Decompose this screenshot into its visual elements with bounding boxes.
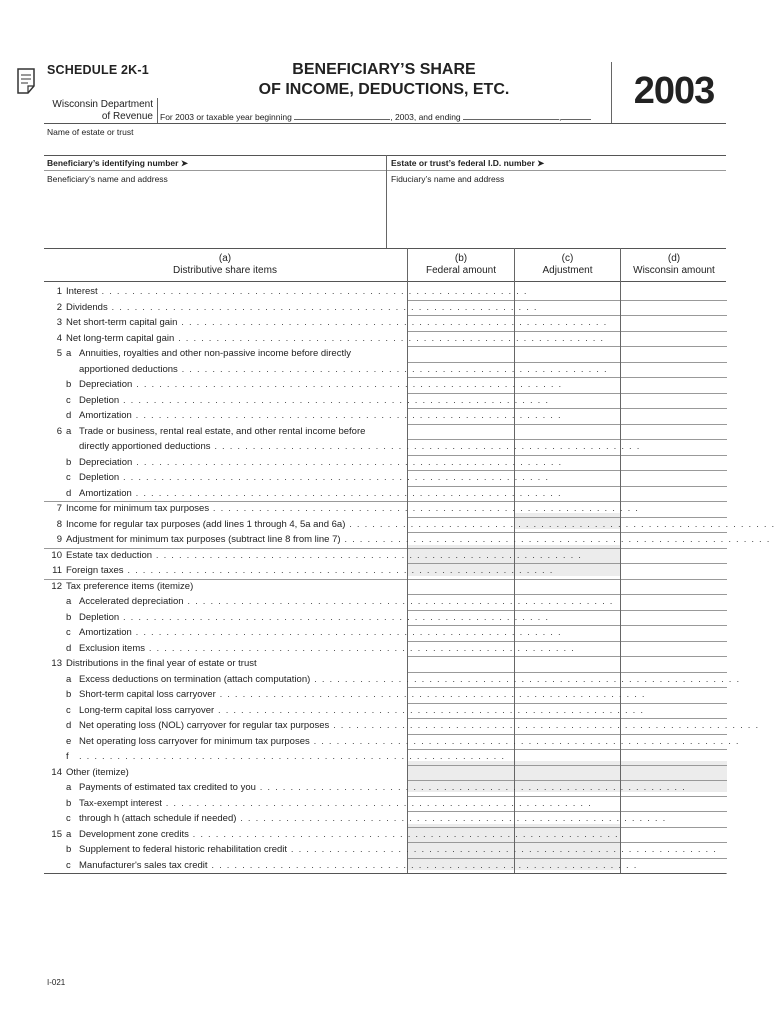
line-label: Depletion bbox=[79, 611, 120, 623]
line-number: 7 bbox=[56, 503, 62, 514]
dot-leader: . . . . . . . . . . . . . . . . . . . . . . . . . . . . . . . . . . . . . . . . . . . . . . . . . . . . . . . . bbox=[183, 596, 614, 607]
wisconsin-amount-field[interactable] bbox=[622, 580, 726, 594]
form-title-line1: BENEFICIARY’S SHARE bbox=[292, 61, 476, 78]
dot-leader: . . . . . . . . . . . . . . . . . . . . . . . . . . . . . . . . . . . . . . . . . . . . . . . . . . . . . . . . bbox=[132, 379, 563, 390]
line-sub-letter: d bbox=[66, 487, 72, 499]
line-item bbox=[44, 625, 562, 641]
line-sub-letter: b bbox=[66, 689, 72, 700]
line-number: 4 bbox=[56, 332, 62, 344]
wisconsin-amount-field[interactable] bbox=[622, 301, 726, 315]
dot-leader: . . . . . . . . . . . . . . . . . . . . . . . . . . . . . . . . . . . . . . . . . . . . . . . . . . . . . . . . bbox=[310, 673, 741, 685]
begin-date-field[interactable] bbox=[294, 111, 390, 120]
wisconsin-amount-field[interactable] bbox=[622, 596, 726, 610]
federal-amount-field[interactable] bbox=[409, 580, 513, 594]
line-label: Net operating loss (NOL) carryover for regular tax purposes bbox=[79, 720, 330, 731]
line-label: Distributions in the final year of estate or trust bbox=[66, 658, 257, 669]
column-a-header bbox=[44, 253, 406, 277]
wisconsin-amount-field[interactable] bbox=[622, 751, 726, 765]
adjustment-amount-field[interactable] bbox=[516, 766, 619, 780]
wisconsin-amount-field[interactable] bbox=[622, 549, 726, 563]
line-label: Adjustment for minimum tax purposes (subtract line 8 from line 7) bbox=[66, 534, 341, 545]
tax-year-suffix: , bbox=[559, 112, 562, 122]
line-item bbox=[44, 858, 638, 874]
dot-leader: . . . . . . . . . . . . . . . . . . . . . . . . . . . . . . . . . . . . . . . . . . . . . . . . . . . . . . . . bbox=[107, 301, 538, 313]
line-item bbox=[44, 455, 563, 471]
line-item bbox=[44, 362, 608, 378]
line-item bbox=[44, 687, 646, 703]
dot-leader: . . . . . . . . . . . . . . . . . . . . . . . . . . . . . . . . . . . . . . . . . . . . . . . . . . . . . . . . bbox=[309, 735, 740, 747]
wisconsin-amount-field[interactable] bbox=[622, 332, 726, 346]
line-sub-letter: b bbox=[66, 379, 72, 390]
federal-amount-field[interactable] bbox=[409, 425, 513, 439]
wisconsin-amount-field[interactable] bbox=[622, 565, 726, 579]
line-label: Income for minimum tax purposes bbox=[66, 503, 210, 514]
line-item bbox=[44, 765, 406, 781]
department-line2: of Revenue bbox=[101, 111, 153, 122]
line-item bbox=[44, 827, 619, 843]
wisconsin-amount-field[interactable] bbox=[622, 859, 726, 873]
wisconsin-amount-field[interactable] bbox=[622, 472, 726, 486]
dot-leader: . . . . . . . . . . . . . . . . . . . . . . . . . . . . . . . . . . . . . . . . . . . . . . . . . . . . . . . . bbox=[236, 813, 667, 824]
wisconsin-amount-field[interactable] bbox=[622, 410, 726, 424]
fiduciary-name-label: Fiduciary’s name and address bbox=[391, 174, 505, 184]
line-item bbox=[44, 672, 741, 688]
wisconsin-amount-field[interactable] bbox=[622, 286, 726, 300]
column-c-letter: (c) bbox=[561, 253, 574, 264]
line-number: 1 bbox=[56, 286, 62, 297]
wisconsin-amount-field[interactable] bbox=[622, 828, 726, 842]
line-item bbox=[44, 393, 550, 409]
dot-leader: . . . . . . . . . . . . . . . . . . . . . . . . . . . . . . . . . . . . . . . . . . . . . . . . . . . . . . . . bbox=[174, 332, 605, 344]
dot-leader: . . . . . . . . . . . . . . . . . . . . . . . . . . . . . . . . . . . . . . . . . . . . . . . . . . . . . . . . bbox=[210, 441, 641, 452]
line-item bbox=[44, 377, 563, 393]
wisconsin-amount-field[interactable] bbox=[622, 658, 726, 672]
line-item bbox=[44, 300, 538, 316]
line-sub-letter: a bbox=[66, 425, 72, 437]
column-d-letter: (d) bbox=[667, 253, 681, 264]
line-label: Amortization bbox=[79, 487, 132, 499]
line-item bbox=[44, 563, 554, 579]
line-label: Depreciation bbox=[79, 379, 133, 390]
schedule-title: SCHEDULE 2K-1 bbox=[47, 63, 149, 77]
form-title-line2: OF INCOME, DEDUCTIONS, ETC. bbox=[258, 81, 510, 98]
line-sub-letter: a bbox=[66, 596, 72, 607]
dot-leader: . . . . . . . . . . . . . . . . . . . . . . . . . . . . . . . . . . . . . . . . . . . . . . . . . . . . . . . . bbox=[119, 472, 550, 483]
line-sub-letter: b bbox=[66, 456, 72, 468]
line-sub-letter: c bbox=[66, 472, 71, 483]
line-number: 14 bbox=[51, 766, 62, 778]
line-sub-letter: c bbox=[66, 859, 71, 871]
wisconsin-amount-field[interactable] bbox=[622, 766, 726, 780]
line-sub-letter: c bbox=[66, 704, 71, 716]
estate-name-field[interactable] bbox=[44, 140, 726, 154]
wisconsin-amount-field[interactable] bbox=[622, 348, 726, 362]
line-sub-letter: a bbox=[66, 782, 72, 793]
line-label: Other (itemize) bbox=[66, 766, 129, 778]
dot-leader: . . . . . . . . . . . . . . . . . . . . . . . . . . . . . . . . . . . . . . . . . . . . . . . . . . . . . . . . bbox=[207, 859, 638, 871]
dot-leader: . . . . . . . . . . . . . . . . . . . . . . . . . . . . . . . . . . . . . . . . . . . . . . . . . . . . . . . . bbox=[215, 689, 646, 700]
fiduciary-address-field[interactable] bbox=[390, 186, 726, 246]
wisconsin-amount-field[interactable] bbox=[622, 425, 726, 439]
dot-leader: . . . . . . . . . . . . . . . . . . . . . . . . . . . . . . . . . . . . . . . . . . . . . . . . . . . . . . . . bbox=[131, 410, 562, 421]
line-label: Exclusion items bbox=[79, 642, 145, 654]
line-label: Amortization bbox=[79, 627, 132, 638]
dot-leader: . . . . . . . . . . . . . . . . . . . . . . . . . . . . . . . . . . . . . . . . . . . . . . . . . . . . . . . . bbox=[97, 286, 528, 297]
form-title bbox=[170, 60, 598, 100]
dot-leader: . . . . . . . . . . . . . . . . . . . . . . . . . . . . . . . . . . . . . . . . . . . . . . . . . . . . . . . . bbox=[161, 797, 592, 809]
column-a-letter: (a) bbox=[218, 253, 232, 264]
line-sub-letter: c bbox=[66, 627, 71, 638]
line-item bbox=[44, 331, 605, 347]
dot-leader: . . . . . . . . . . . . . . . . . . . . . . . . . . . . . . . . . . . . . . . . . . . . . . . . . . . . . . . . bbox=[345, 518, 775, 530]
column-c-header bbox=[515, 253, 620, 277]
dot-leader: . . . . . . . . . . . . . . . . . . . . . . . . . . . . . . . . . . . . . . . . . . . . . . . . . . . . . . . . bbox=[188, 828, 619, 840]
line-label: Net short-term capital gain bbox=[66, 317, 178, 328]
line-number: 3 bbox=[56, 317, 62, 328]
tax-year: 2003 bbox=[633, 70, 715, 112]
line-label: Tax-exempt interest bbox=[79, 797, 162, 809]
dot-leader: . . . . . . . . . . . . . . . . . . . . . . . . . . . . . . . . . . . . . . . . . . . . . . . . . . . . . . . . bbox=[132, 456, 563, 468]
dot-leader: . . . . . . . . . . . . . . . . . . . . . . . . . . . . . . . . . . . . . . . . . . . . . . . . . . . . . . . . bbox=[177, 363, 608, 375]
line-sub-letter: e bbox=[66, 735, 72, 747]
end-date-field[interactable] bbox=[463, 111, 562, 122]
dot-leader: . . . . . . . . . . . . . . . . . . . . . . . . . . . . . . . . . . . . . . . . . . . . . . . . . . . . . . . . bbox=[123, 565, 554, 576]
line-item bbox=[44, 284, 528, 300]
line-label: Foreign taxes bbox=[66, 565, 124, 576]
column-c-label: Adjustment bbox=[542, 265, 593, 276]
line-sub-letter: a bbox=[66, 673, 72, 685]
column-d-label: Wisconsin amount bbox=[633, 265, 715, 276]
line-item bbox=[44, 517, 775, 533]
line-label: Depletion bbox=[79, 394, 120, 406]
line-sub-letter: b bbox=[66, 797, 72, 809]
line-label: Net long-term capital gain bbox=[66, 332, 175, 344]
wisconsin-amount-field[interactable] bbox=[622, 642, 726, 656]
tax-year-prefix: For 2003 or taxable year beginning bbox=[160, 112, 292, 122]
beneficiary-address-field[interactable] bbox=[44, 186, 384, 246]
line-label: Depletion bbox=[79, 472, 120, 483]
wisconsin-amount-field[interactable] bbox=[622, 363, 726, 377]
line-sub-letter: f bbox=[66, 751, 69, 762]
line-sub-letter: d bbox=[66, 720, 72, 731]
line-label: Amortization bbox=[79, 410, 132, 421]
wisconsin-amount-field[interactable] bbox=[622, 456, 726, 470]
dot-leader: . . . . . . . . . . . . . . . . . . . . . . . . . . . . . . . . . . . . . . . . . . . . . . . . . . . . . . . . bbox=[255, 782, 686, 793]
dot-leader: . . . . . . . . . . . . . . . . . . . . . . . . . . . . . . . . . . . . . . . . . . . . . . . . . . . . . . . . bbox=[119, 394, 550, 406]
line-item bbox=[44, 501, 640, 517]
dot-leader: . . . . . . . . . . . . . . . . . . . . . . . . . . . . . . . . . . . . . . . . . . . . . . . . . . . . . . . . bbox=[152, 549, 583, 561]
line-number: 2 bbox=[56, 301, 62, 313]
wisconsin-amount-field[interactable] bbox=[622, 611, 726, 625]
dot-leader: . . . . . . . . . . . . . . . . . . . . . . . . . . . . . . . . . . . . . . . . . . . . . . . . . . . . . . . . bbox=[79, 751, 506, 762]
wisconsin-amount-field[interactable] bbox=[622, 394, 726, 408]
line-label: Estate tax deduction bbox=[66, 549, 153, 561]
tax-year-middle: , 2003, and ending bbox=[390, 112, 461, 122]
line-label: Payments of estimated tax credited to you bbox=[79, 782, 256, 793]
dot-leader: . . . . . . . . . . . . . . . . . . . . . . . . . . . . . . . . . . . . . . . . . . . . . . . . . . . . . . . . bbox=[209, 503, 640, 514]
adjustment-amount-field[interactable] bbox=[516, 658, 619, 672]
line-sub-letter: a bbox=[66, 348, 72, 359]
estate-name-label: Name of estate or trust bbox=[47, 127, 134, 137]
line-item bbox=[44, 749, 506, 765]
tax-year-line bbox=[160, 111, 591, 122]
line-item bbox=[44, 424, 406, 440]
line-label: Trade or business, rental real estate, and other rental income before bbox=[79, 425, 366, 437]
wisconsin-amount-field[interactable] bbox=[622, 317, 726, 331]
line-sub-letter: b bbox=[66, 844, 72, 855]
line-item bbox=[44, 842, 718, 858]
line-label: Manufacturer's sales tax credit bbox=[79, 859, 208, 871]
line-item bbox=[44, 408, 562, 424]
line-label: directly apportioned deductions bbox=[79, 441, 211, 452]
line-item bbox=[44, 796, 592, 812]
line-item bbox=[44, 610, 550, 626]
estate-federal-id-label: Estate or trust’s federal I.D. number ➤ bbox=[391, 158, 545, 168]
line-label: Short-term capital loss carryover bbox=[79, 689, 216, 700]
line-label: Annuities, royalties and other non-passive income before directly bbox=[79, 348, 351, 359]
line-number: 8 bbox=[56, 518, 62, 530]
dot-leader: . . . . . . . . . . . . . . . . . . . . . . . . . . . . . . . . . . . . . . . . . . . . . . . . . . . . . . . . bbox=[145, 642, 576, 654]
department-name bbox=[47, 99, 153, 123]
column-d-header bbox=[621, 253, 727, 277]
line-item bbox=[44, 579, 406, 595]
form-code: I-021 bbox=[47, 978, 66, 987]
line-item bbox=[44, 346, 406, 362]
line-item bbox=[44, 486, 562, 502]
line-number: 15 bbox=[51, 828, 62, 840]
line-label: apportioned deductions bbox=[79, 363, 178, 375]
line-label: Dividends bbox=[66, 301, 108, 313]
line-item bbox=[44, 548, 583, 564]
column-b-label: Federal amount bbox=[425, 265, 497, 276]
wisconsin-amount-field[interactable] bbox=[622, 379, 726, 393]
adjustment-amount-field[interactable] bbox=[516, 580, 619, 594]
line-item bbox=[44, 315, 608, 331]
line-item bbox=[44, 641, 576, 657]
line-number: 11 bbox=[52, 565, 62, 576]
line-sub-letter: b bbox=[66, 611, 72, 623]
wisconsin-amount-field[interactable] bbox=[622, 487, 726, 501]
dot-leader: . . . . . . . . . . . . . . . . . . . . . . . . . . . . . . . . . . . . . . . . . . . . . . . . . . . . . . . . bbox=[329, 720, 760, 731]
line-number: 12 bbox=[51, 580, 62, 592]
federal-amount-field[interactable] bbox=[409, 658, 513, 672]
line-label: Excess deductions on termination (attach computation) bbox=[79, 673, 311, 685]
wisconsin-amount-field[interactable] bbox=[622, 797, 726, 811]
document-icon bbox=[16, 68, 36, 94]
line-label: Accelerated depreciation bbox=[79, 596, 184, 607]
line-label: Development zone credits bbox=[79, 828, 189, 840]
line-item bbox=[44, 439, 641, 455]
line-number: 5 bbox=[56, 348, 62, 359]
adjustment-amount-field[interactable] bbox=[516, 286, 619, 300]
line-label: through h (attach schedule if needed) bbox=[79, 813, 237, 824]
adjustment-amount-field[interactable] bbox=[516, 348, 619, 362]
dot-leader: . . . . . . . . . . . . . . . . . . . . . . . . . . . . . . . . . . . . . . . . . . . . . . . . . . . . . . . . bbox=[131, 487, 562, 499]
line-item bbox=[44, 470, 550, 486]
department-line1: Wisconsin Department bbox=[52, 99, 153, 110]
column-a-label: Distributive share items bbox=[173, 265, 277, 276]
line-number: 10 bbox=[51, 549, 62, 561]
federal-amount-field[interactable] bbox=[409, 348, 513, 362]
dot-leader: . . . . . . . . . . . . . . . . . . . . . . . . . . . . . . . . . . . . . . . . . . . . . . . . . . . . . . . . bbox=[177, 317, 608, 328]
line-label: Interest bbox=[66, 286, 98, 297]
line-number: 9 bbox=[56, 534, 62, 545]
column-b-header bbox=[408, 253, 514, 277]
dot-leader: . . . . . . . . . . . . . . . . . . . . . . . . . . . . . . . . . . . . . . . . . . . . . . . . . . . . . . . . bbox=[131, 627, 562, 638]
line-label: Depreciation bbox=[79, 456, 133, 468]
line-sub-letter: a bbox=[66, 828, 72, 840]
line-item bbox=[44, 703, 645, 719]
line-number: 13 bbox=[51, 658, 62, 669]
adjustment-amount-field[interactable] bbox=[516, 751, 619, 765]
dot-leader: . . . . . . . . . . . . . . . . . . . . . . . . . . . . . . . . . . . . . . . . . . . . . . . . . . . . . . . . bbox=[340, 534, 771, 545]
dot-leader: . . . . . . . . . . . . . . . . . . . . . . . . . . . . . . . . . . . . . . . . . . . . . . . . . . . . . . . . bbox=[214, 704, 645, 716]
line-label: Long-term capital loss carryover bbox=[79, 704, 215, 716]
line-label: Net operating loss carryover for minimum tax purposes bbox=[79, 735, 310, 747]
line-label: Supplement to federal historic rehabilitation credit bbox=[79, 844, 288, 855]
line-sub-letter: c bbox=[66, 813, 71, 824]
line-sub-letter: d bbox=[66, 642, 72, 654]
distributive-share-lines bbox=[44, 284, 775, 873]
line-item bbox=[44, 718, 760, 734]
line-item bbox=[44, 811, 667, 827]
dot-leader: . . . . . . . . . . . . . . . . . . . . . . . . . . . . . . . . . . . . . . . . . . . . . . . . . . . . . . . . bbox=[119, 611, 550, 623]
line-number: 6 bbox=[56, 425, 62, 437]
wisconsin-amount-field[interactable] bbox=[622, 627, 726, 641]
federal-amount-field[interactable] bbox=[409, 766, 513, 780]
line-item bbox=[44, 734, 740, 750]
line-sub-letter: d bbox=[66, 410, 72, 421]
beneficiary-id-label: Beneficiary’s identifying number ➤ bbox=[47, 158, 188, 168]
dot-leader: . . . . . . . . . . . . . . . . . . . . . . . . . . . . . . . . . . . . . . . . . . . . . . . . . . . . . . . . bbox=[287, 844, 718, 855]
beneficiary-name-label: Beneficiary’s name and address bbox=[47, 174, 168, 184]
end-year-field[interactable] bbox=[561, 111, 591, 120]
column-b-letter: (b) bbox=[454, 253, 468, 264]
line-sub-letter: c bbox=[66, 394, 71, 406]
line-item bbox=[44, 780, 686, 796]
line-item bbox=[44, 656, 406, 672]
line-item bbox=[44, 532, 771, 548]
line-label: Income for regular tax purposes (add lines 1 through 4, 5a and 6a) bbox=[66, 518, 346, 530]
line-label: Tax preference items (itemize) bbox=[66, 580, 194, 592]
line-item bbox=[44, 594, 614, 610]
adjustment-amount-field[interactable] bbox=[516, 425, 619, 439]
